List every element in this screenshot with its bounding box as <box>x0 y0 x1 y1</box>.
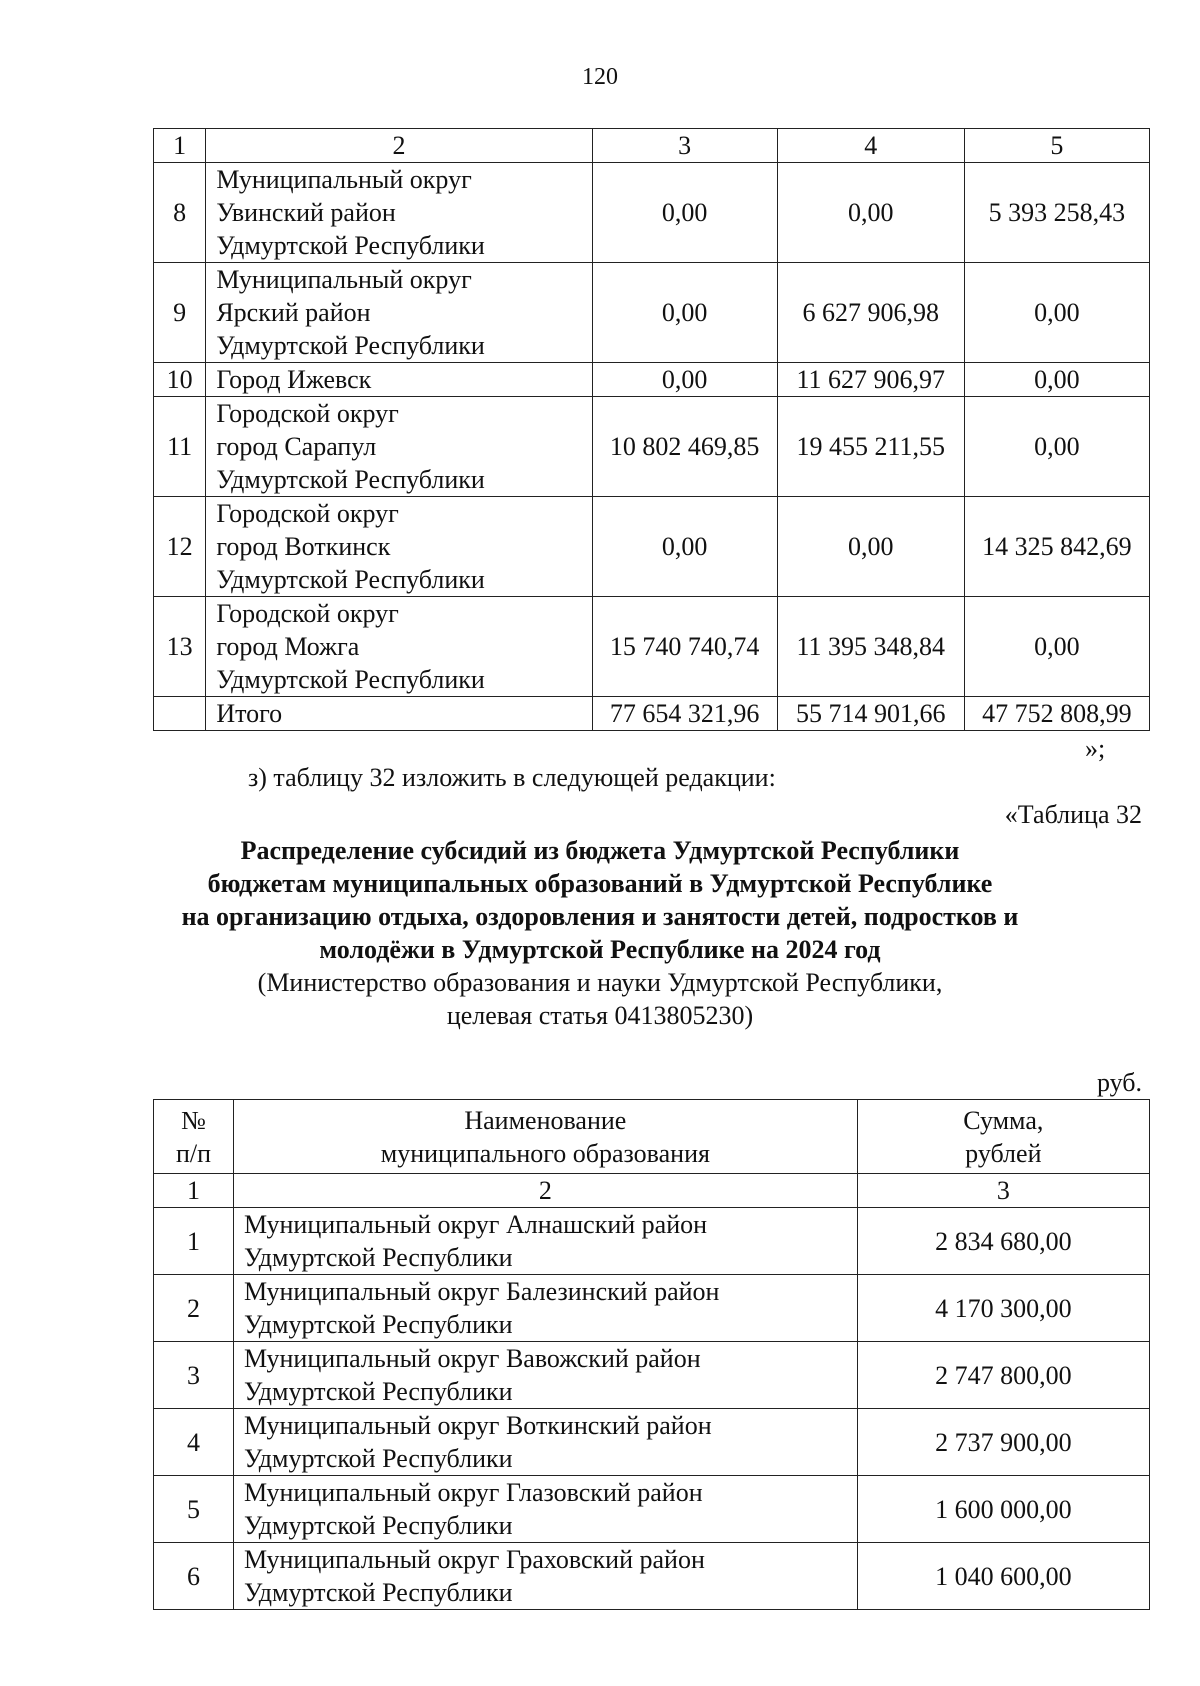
row-number: 12 <box>154 497 206 597</box>
table-label: «Таблица 32 <box>1004 800 1142 829</box>
header-cell: 3 <box>857 1174 1149 1208</box>
amount-cell: 4 170 300,00 <box>857 1275 1149 1342</box>
name-line: Удмуртской Республики <box>216 231 485 260</box>
amount-cell: 15 740 740,74 <box>592 597 777 697</box>
name-line: Удмуртской Республики <box>244 1578 513 1607</box>
header-cell: 3 <box>592 129 777 163</box>
closing-quote: »; <box>1085 734 1106 763</box>
municipality-name <box>206 497 592 597</box>
title-line: на организацию отдыха, оздоровления и занятости детей, подростков и <box>181 902 1019 931</box>
subtitle-line: (Министерство образования и науки Удмуртской Республики, <box>257 968 943 997</box>
municipality-name <box>206 397 592 497</box>
name-line: Муниципальный округ Глазовский район <box>244 1478 703 1507</box>
name-line: Муниципальный округ Вавожский район <box>244 1344 701 1373</box>
table-row <box>154 1543 1150 1610</box>
header-cell <box>154 1100 234 1174</box>
table-title <box>0 834 1200 1032</box>
amount-cell: 0,00 <box>964 263 1149 363</box>
column-number-row <box>154 1174 1150 1208</box>
row-number: 11 <box>154 397 206 497</box>
table-row <box>154 163 1150 263</box>
table-row <box>154 497 1150 597</box>
table-row <box>154 597 1150 697</box>
municipality-name <box>234 1275 858 1342</box>
municipality-name <box>206 363 592 397</box>
header-line: Наименование <box>464 1105 627 1135</box>
total-amount: 55 714 901,66 <box>777 697 964 731</box>
name-line: Муниципальный округ Алнашский район <box>244 1210 708 1239</box>
row-number: 10 <box>154 363 206 397</box>
row-number: 9 <box>154 263 206 363</box>
name-line: Городской округ <box>216 599 399 628</box>
row-number: 1 <box>154 1208 234 1275</box>
amount-cell: 2 737 900,00 <box>857 1409 1149 1476</box>
name-line: Удмуртской Республики <box>216 331 485 360</box>
municipality-name <box>206 263 592 363</box>
amount-cell: 6 627 906,98 <box>777 263 964 363</box>
table-row <box>154 1275 1150 1342</box>
name-line: Муниципальный округ Граховский район <box>244 1545 705 1574</box>
table-row <box>154 1208 1150 1275</box>
total-amount: 77 654 321,96 <box>592 697 777 731</box>
amount-cell: 5 393 258,43 <box>964 163 1149 263</box>
amount-cell: 2 834 680,00 <box>857 1208 1149 1275</box>
column-number-row <box>154 129 1150 163</box>
amount-cell: 11 395 348,84 <box>777 597 964 697</box>
header-cell <box>857 1100 1149 1174</box>
table-row <box>154 1342 1150 1409</box>
subsidy-table-continued <box>153 128 1150 731</box>
total-label: Итого <box>206 697 592 731</box>
amount-cell: 0,00 <box>592 497 777 597</box>
name-line: Удмуртской Республики <box>244 1377 513 1406</box>
header-cell: 4 <box>777 129 964 163</box>
subsidy-table-32 <box>153 1099 1150 1610</box>
amount-cell: 0,00 <box>964 597 1149 697</box>
row-number: 6 <box>154 1543 234 1610</box>
municipality-name <box>234 1342 858 1409</box>
row-number: 4 <box>154 1409 234 1476</box>
row-number: 3 <box>154 1342 234 1409</box>
name-line: Город Ижевск <box>216 365 372 394</box>
header-line: п/п <box>175 1138 212 1168</box>
header-row <box>154 1100 1150 1174</box>
municipality-name <box>206 597 592 697</box>
header-line: рублей <box>965 1138 1042 1168</box>
header-cell: 2 <box>206 129 592 163</box>
name-line: Муниципальный округ Воткинский район <box>244 1411 712 1440</box>
title-line: молодёжи в Удмуртской Республике на 2024 год <box>319 935 881 964</box>
municipality-name <box>234 1543 858 1610</box>
header-cell: 5 <box>964 129 1149 163</box>
title-line: Распределение субсидий из бюджета Удмуртской Республики <box>240 836 960 865</box>
name-line: Муниципальный округ <box>216 165 472 194</box>
table-row <box>154 263 1150 363</box>
name-line: Городской округ <box>216 399 399 428</box>
amount-cell: 10 802 469,85 <box>592 397 777 497</box>
subtitle-line: целевая статья 0413805230) <box>446 1001 754 1030</box>
amount-cell: 0,00 <box>592 163 777 263</box>
amount-cell: 11 627 906,97 <box>777 363 964 397</box>
name-line: город Можга <box>216 632 360 661</box>
table-row <box>154 1409 1150 1476</box>
name-line: Удмуртской Республики <box>216 565 485 594</box>
total-amount: 47 752 808,99 <box>964 697 1149 731</box>
name-line: город Сарапул <box>216 432 377 461</box>
row-number: 2 <box>154 1275 234 1342</box>
municipality-name <box>206 163 592 263</box>
header-line: муниципального образования <box>380 1138 710 1168</box>
amount-cell: 19 455 211,55 <box>777 397 964 497</box>
amount-cell: 0,00 <box>777 163 964 263</box>
row-number: 8 <box>154 163 206 263</box>
name-line: Удмуртской Республики <box>216 465 485 494</box>
row-number: 13 <box>154 597 206 697</box>
municipality-name <box>234 1476 858 1543</box>
table-row <box>154 1476 1150 1543</box>
header-line: № <box>181 1105 206 1135</box>
name-line: город Воткинск <box>216 532 391 561</box>
amount-cell: 1 600 000,00 <box>857 1476 1149 1543</box>
name-line: Городской округ <box>216 499 399 528</box>
amount-cell: 14 325 842,69 <box>964 497 1149 597</box>
amount-cell: 0,00 <box>964 397 1149 497</box>
empty-cell <box>154 697 206 731</box>
amount-cell: 0,00 <box>592 263 777 363</box>
row-number: 5 <box>154 1476 234 1543</box>
amount-cell: 1 040 600,00 <box>857 1543 1149 1610</box>
name-line: Удмуртской Республики <box>216 665 485 694</box>
name-line: Удмуртской Республики <box>244 1243 513 1272</box>
amount-cell: 0,00 <box>964 363 1149 397</box>
name-line: Увинский район <box>216 198 396 227</box>
amount-cell: 0,00 <box>777 497 964 597</box>
currency-unit: руб. <box>1096 1068 1142 1097</box>
name-line: Ярский район <box>216 298 371 327</box>
name-line: Муниципальный округ Балезинский район <box>244 1277 720 1306</box>
header-cell: 1 <box>154 1174 234 1208</box>
table-row <box>154 363 1150 397</box>
amendment-instruction: з) таблицу 32 изложить в следующей редакции: <box>248 763 776 792</box>
total-row <box>154 697 1150 731</box>
title-line: бюджетам муниципальных образований в Удмуртской Республике <box>207 869 993 898</box>
municipality-name <box>234 1409 858 1476</box>
municipality-name <box>234 1208 858 1275</box>
name-line: Удмуртской Республики <box>244 1511 513 1540</box>
amount-cell: 2 747 800,00 <box>857 1342 1149 1409</box>
name-line: Муниципальный округ <box>216 265 472 294</box>
header-cell: 2 <box>234 1174 858 1208</box>
header-cell: 1 <box>154 129 206 163</box>
amount-cell: 0,00 <box>592 363 777 397</box>
header-line: Сумма, <box>963 1105 1044 1135</box>
name-line: Удмуртской Республики <box>244 1444 513 1473</box>
page-number: 120 <box>582 64 618 90</box>
table-row <box>154 397 1150 497</box>
header-cell <box>234 1100 858 1174</box>
name-line: Удмуртской Республики <box>244 1310 513 1339</box>
